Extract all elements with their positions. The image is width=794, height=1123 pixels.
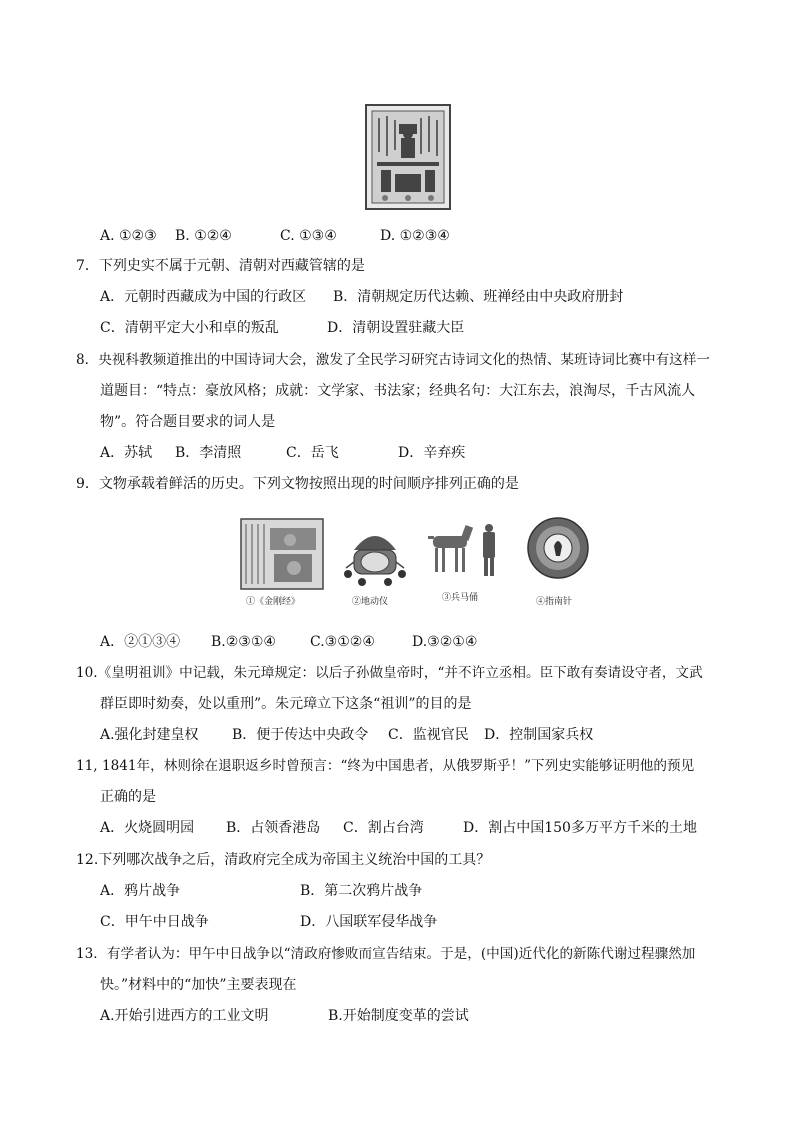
q12-option-d: D．八国联军侵华战争 <box>300 914 438 930</box>
q11-option-b: B．占领香港岛 <box>226 820 321 836</box>
q10-stem-line2: 群臣即时劾奏，处以重刑”。朱元璋立下这条“祖训”的目的是 <box>100 696 472 712</box>
q8-stem-line3: 物”。符合题目要求的词人是 <box>100 414 276 430</box>
q11-option-d: D．割占中国150多万平方千米的土地 <box>463 820 697 836</box>
caption-jingangjing: ①《金刚经》 <box>246 597 301 607</box>
q13-stem-line2: 快。”材料中的“加快”主要表现在 <box>100 977 297 993</box>
jingangjing-image <box>240 518 324 590</box>
q10-option-a: A.强化封建皇权 <box>100 727 199 743</box>
zhinanzhen-image <box>526 516 590 580</box>
q12-option-b: B．第二次鸦片战争 <box>300 883 423 899</box>
q11-stem-line2: 正确的是 <box>100 789 156 805</box>
q11-option-c: C．割占台湾 <box>343 820 424 836</box>
q9-option-b: B.②③①④ <box>211 634 276 650</box>
caption-didongyi: ②地动仪 <box>352 597 389 607</box>
q12-option-c: C．甲午中日战争 <box>100 914 209 930</box>
q8-option-d: D．辛弃疾 <box>398 445 466 461</box>
didongyi-image <box>340 520 410 590</box>
q8-option-b: B．李清照 <box>175 445 242 461</box>
q7-option-d: D．清朝设置驻藏大臣 <box>327 320 465 336</box>
q9-option-a: A．②①③④ <box>100 634 181 650</box>
q6-option-c: C. ①③④ <box>280 228 337 244</box>
q11-stem-line1: 11, 1841年，林则徐在退职返乡时曾预言：“终为中国患者，从俄罗斯乎！”下列史实能够证明他的预见 <box>76 758 695 774</box>
q8-option-a: A．苏轼 <box>100 445 153 461</box>
q10-option-b: B．便于传达中央政令 <box>232 727 369 743</box>
q9-stem: 9．文物承载着鲜活的历史。下列文物按照出现的时间顺序排列正确的是 <box>76 476 519 492</box>
q8-stem-line2: 道题目：“特点：豪放风格；成就：文学家、书法家；经典名句：大江东去，浪淘尽，千古风流人 <box>100 383 696 399</box>
q7-option-c: C．清朝平定大小和卓的叛乱 <box>100 320 279 336</box>
q7-stem: 7．下列史实不属于元朝、清朝对西藏管辖的是 <box>76 258 365 274</box>
bingmayong-image <box>425 520 507 582</box>
q13-stem-line1: 13．有学者认为：甲午中日战争以“清政府惨败而宣告结束。于是，(中国)近代化的新陈代谢过程骤然加 <box>76 946 696 962</box>
jingangjing-print-image <box>365 104 451 210</box>
q6-option-b: B. ①②④ <box>175 228 232 244</box>
caption-zhinanzhen: ④指南针 <box>536 597 573 607</box>
q6-option-a: A. ①②③ <box>100 228 157 244</box>
q8-stem-line1: 8．央视科教频道推出的中国诗词大会，激发了全民学习研究古诗词文化的热情、某班诗词比赛中有这样一 <box>76 352 710 368</box>
q12-option-a: A．鸦片战争 <box>100 883 181 899</box>
q9-option-d: D.③②①④ <box>412 634 478 650</box>
q10-option-d: D．控制国家兵权 <box>484 727 594 743</box>
q10-option-c: C．监视官民 <box>388 727 469 743</box>
q9-option-c: C.③①②④ <box>310 634 375 650</box>
q13-option-b: B.开始制度变革的尝试 <box>328 1008 469 1024</box>
q13-option-a: A.开始引进西方的工业文明 <box>100 1008 269 1024</box>
q7-option-a: A．元朝时西藏成为中国的行政区 <box>100 289 307 305</box>
caption-bingmayong: ③兵马俑 <box>442 593 479 603</box>
q12-stem: 12.下列哪次战争之后，清政府完全成为帝国主义统治中国的工具？ <box>76 852 491 868</box>
q11-option-a: A．火烧圆明园 <box>100 820 195 836</box>
q10-stem-line1: 10.《皇明祖训》中记载，朱元璋规定：以后子孙做皇帝时，“并不许立丞相。臣下敢有奏请设守者，文武 <box>76 665 703 681</box>
q6-option-d: D. ①②③④ <box>380 228 450 244</box>
q7-option-b: B．清朝规定历代达赖、班禅经由中央政府册封 <box>333 289 624 305</box>
q8-option-c: C．岳飞 <box>286 445 339 461</box>
